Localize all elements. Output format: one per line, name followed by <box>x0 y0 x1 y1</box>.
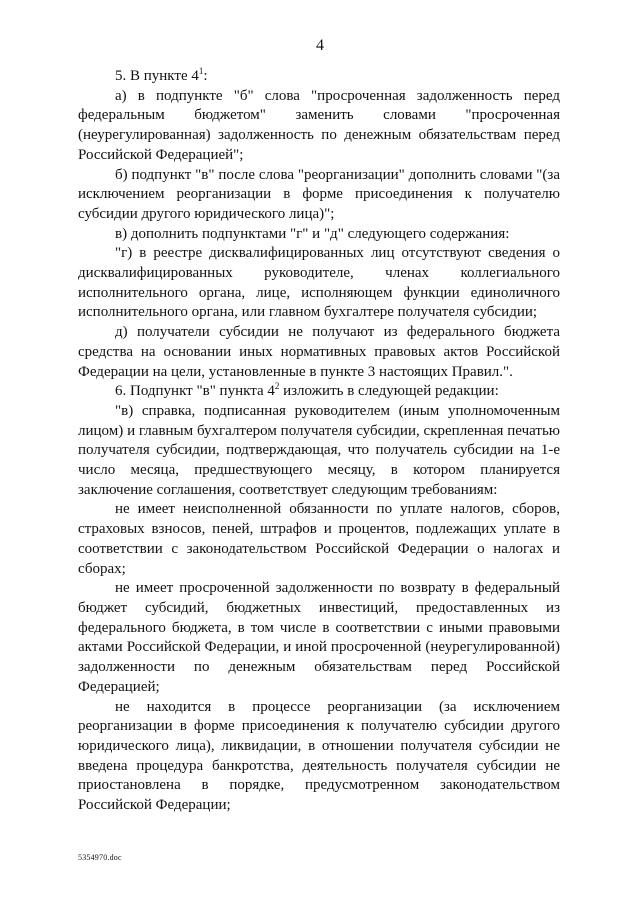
footer-file-name: 5354970.doc <box>78 853 122 862</box>
paragraph-item-6: 6. Подпункт "в" пункта $4^2$ изложить в следующей редакции: <box>115 381 499 400</box>
paragraph-requirement-debt: не имеет просроченной задолженности по возврату в федеральный бюджет субсидий, бюджетных инвестиций, предоставленных из федерального бюджета, в том числе в соответствии с иными правовыми актами Российской Федерации, и иной просроченной (неурегулированной) задолженности по денежным обязательствам перед Российской Федерацией; <box>78 580 560 695</box>
paragraph-subitem-g: "г) в реестре дисквалифицированных лиц отсутствуют сведения о дисквалифицированных руководителе, членах коллегиального исполнительного органа, лице, исполняющем функции единоличного исполнительного органа, или главном бухгалтере получателя субсидии; <box>78 245 560 321</box>
paragraph-certificate: "в) справка, подписанная руководителем (иным уполномоченным лицом) и главным бухгалтером получателя субсидии, скрепленная печатью получателя субсидии, подтверждающая, что получатель субсидии на 1-е число месяца, предшествующего месяцу, в котором планируется заключение соглашения, соответствует следующим требованиям: <box>78 402 560 498</box>
page-number: 4 <box>316 37 324 54</box>
paragraph-subitem-b: б) подпункт "в" после слова "реорганизации" дополнить словами "(за исключением реорганизации в форме присоединения к получателю субсидии другого юридического лица)"; <box>78 166 560 222</box>
paragraph-subitem-a: а) в подпункте "б" слова "просроченная задолженность перед федеральным бюджетом" заменить словами "просроченная (неурегулированная) задолженность по денежным обязательствам перед Российской Федерацией"; <box>78 87 560 163</box>
paragraph-subitem-d: д) получатели субсидии не получают из федерального бюджета средства на основании иных нормативных правовых актов Российской Федерации на цели, установленные в пункте 3 настоящих Правил.". <box>78 324 560 380</box>
document-body <box>78 67 560 816</box>
paragraph-subitem-v: в) дополнить подпунктами "г" и "д" следующего содержания: <box>115 225 510 242</box>
paragraph-requirement-taxes: не имеет неисполненной обязанности по уплате налогов, сборов, страховых взносов, пеней, штрафов и процентов, подлежащих уплате в соответствии с законодательством Российской Федерации о налогах и сборах; <box>78 501 560 577</box>
paragraph-item-5: 5. В пункте $4^1$: <box>115 66 208 84</box>
paragraph-requirement-reorganization: не находится в процессе реорганизации (за исключением реорганизации в форме присоединения к получателю субсидии другого юридического лица), ликвидации, в отношении получателя субсидии не введена процедура банкротства, деятельность получателя субсидии не приостановлена в порядке, предусмотренном законодательством Российской Федерации; <box>78 698 560 814</box>
